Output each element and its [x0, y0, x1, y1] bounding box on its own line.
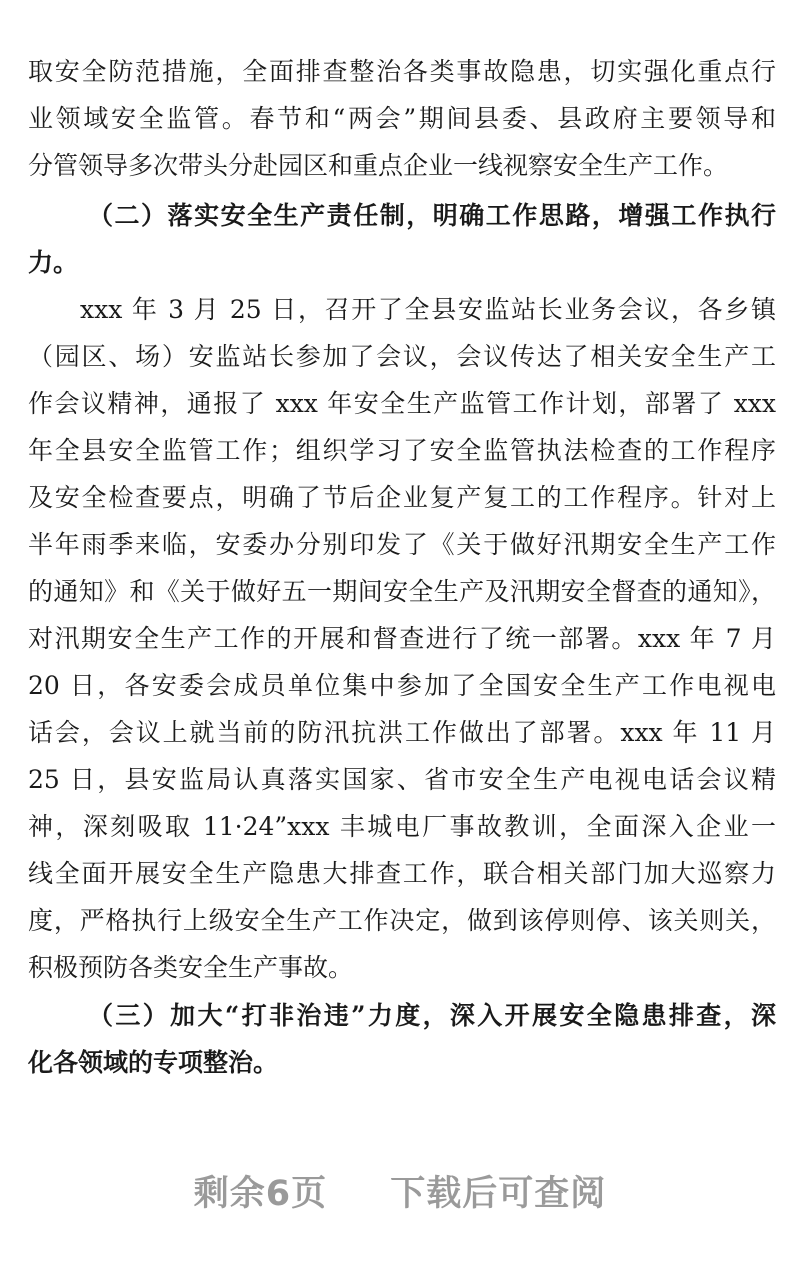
text-line: 业领域安全监管。春节和“两会”期间县委、县政府主要领导和	[28, 104, 776, 133]
text-line: 分管领导多次带头分赴园区和重点企业一线视察安全生产工作。	[28, 151, 729, 180]
section-heading-line: （三）加大“打非治违”力度，深入开展安全隐患排查，深	[88, 1001, 776, 1030]
section-heading-line: 力。	[28, 248, 79, 277]
text-line: （园区、场）安监站长参加了会议，会议传达了相关安全生产工	[28, 342, 776, 371]
text-line: 度，严格执行上级安全生产工作决定，做到该停则停、该关则关，	[28, 906, 776, 935]
text-line: 25 日，县安监局认真落实国家、省市安全生产电视电话会议精	[28, 765, 776, 794]
text-line: 年全县安全监管工作；组织学习了安全监管执法检查的工作程序	[28, 436, 776, 465]
text-line: 的通知》和《关于做好五一期间安全生产及汛期安全督查的通知》，	[28, 577, 776, 606]
text-line: 作会议精神，通报了 xxx 年安全生产监管工作计划，部署了 xxx	[28, 389, 776, 418]
download-to-view-label: 下载后可查阅	[390, 1174, 607, 1214]
download-prompt[interactable]	[0, 1166, 800, 1220]
text-line: 神，深刻吸取 11·24”xxx 丰城电厂事故教训，全面深入企业一	[28, 812, 776, 841]
text-line: 取安全防范措施，全面排查整治各类事故隐患，切实强化重点行	[28, 57, 776, 86]
text-line: 半年雨季来临，安委办分别印发了《关于做好汛期安全生产工作	[28, 530, 776, 559]
remaining-pages-label: 剩余6页	[193, 1174, 328, 1214]
text-line: 20 日，各安委会成员单位集中参加了全国安全生产工作电视电	[28, 671, 776, 700]
text-line: 及安全检查要点，明确了节后企业复产复工的工作程序。针对上	[28, 483, 776, 512]
section-heading-line: （二）落实安全生产责任制，明确工作思路，增强工作执行	[88, 201, 776, 230]
text-line: 话会，会议上就当前的防汛抗洪工作做出了部署。xxx 年 11 月	[28, 718, 776, 747]
text-line: xxx 年 3 月 25 日，召开了全县安监站长业务会议，各乡镇	[80, 295, 776, 324]
text-line: 对汛期安全生产工作的开展和督查进行了统一部署。xxx 年 7 月	[28, 624, 776, 653]
text-line: 线全面开展安全生产隐患大排查工作，联合相关部门加大巡察力	[28, 859, 776, 888]
section-heading-line: 化各领域的专项整治。	[28, 1048, 279, 1077]
text-line: 积极预防各类安全生产事故。	[28, 953, 354, 982]
